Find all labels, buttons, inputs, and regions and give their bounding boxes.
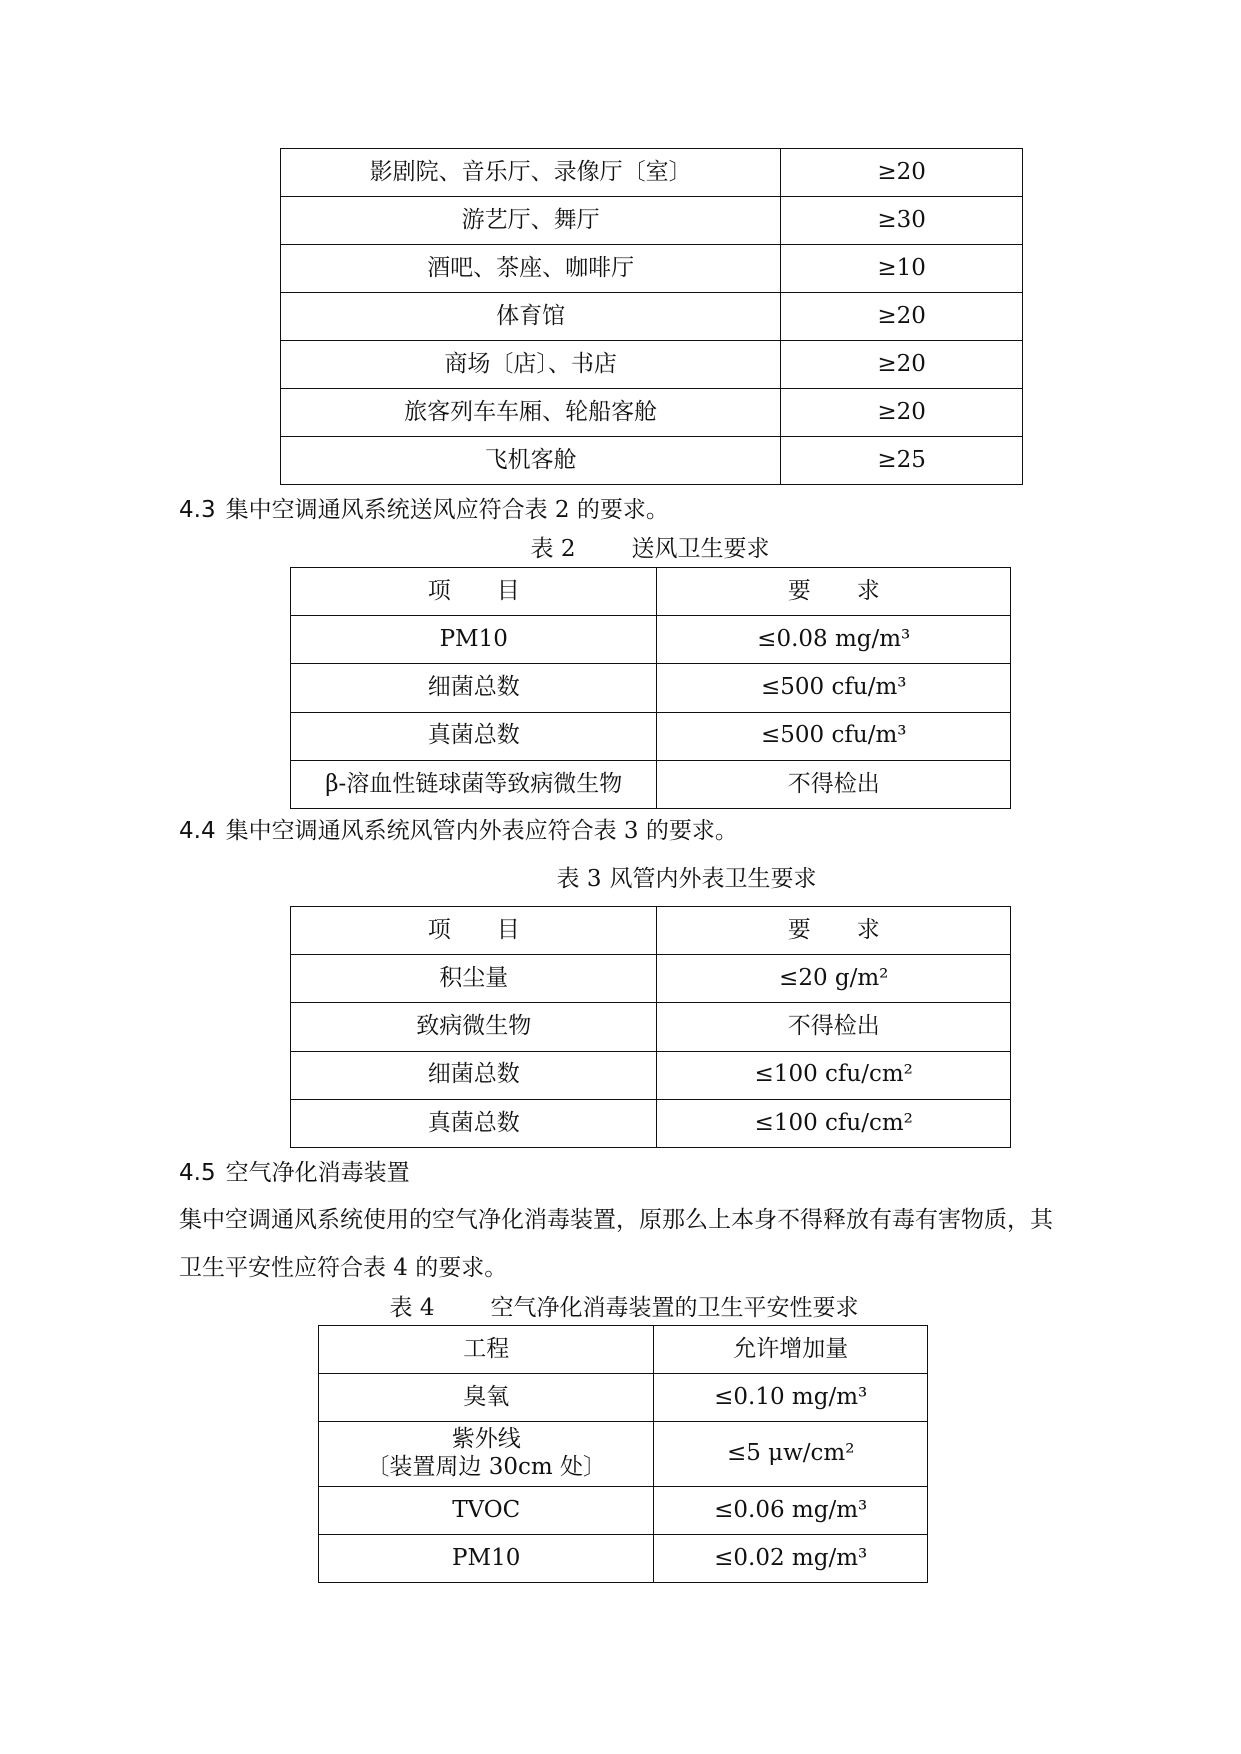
header-item: 工程 bbox=[319, 1326, 654, 1374]
table-cell-item bbox=[319, 1422, 654, 1487]
table-2-caption bbox=[290, 536, 1010, 564]
table-cell-requirement: 不得检出 bbox=[657, 760, 1011, 808]
paragraph-line-2: 卫生平安性应符合表 4 的要求。 bbox=[179, 1255, 508, 1281]
table-cell-requirement: ≤5 μw/cm² bbox=[654, 1422, 928, 1487]
table-cell-item: 积尘量 bbox=[291, 955, 657, 1003]
table-row bbox=[319, 1487, 928, 1535]
section-4-3 bbox=[179, 497, 669, 525]
header-allowed-increase: 允许增加量 bbox=[654, 1326, 928, 1374]
caption-label: 表 3 bbox=[556, 866, 602, 892]
section-text: 集中空调通风系统送风应符合表 2 的要求。 bbox=[225, 497, 669, 523]
table-row bbox=[319, 1535, 928, 1583]
table-cell-value: ≥25 bbox=[781, 437, 1023, 485]
table-3 bbox=[290, 906, 1011, 1148]
table-cell-value: ≥20 bbox=[781, 389, 1023, 437]
table-2 bbox=[290, 567, 1011, 809]
table-cell-value: ≥10 bbox=[781, 245, 1023, 293]
table-row bbox=[281, 389, 1023, 437]
table-cell-value: ≥20 bbox=[781, 341, 1023, 389]
header-requirement: 要 求 bbox=[657, 907, 1011, 955]
table-row bbox=[291, 1051, 1011, 1099]
section-text: 集中空调通风系统风管内外表应符合表 3 的要求。 bbox=[225, 818, 738, 844]
table-cell-place: 影剧院、音乐厅、录像厅〔室〕 bbox=[281, 149, 781, 197]
table-row bbox=[291, 760, 1011, 808]
table-cell-item: 致病微生物 bbox=[291, 1003, 657, 1051]
header-item: 项 目 bbox=[291, 907, 657, 955]
caption-label: 表 4 bbox=[389, 1295, 435, 1321]
table-cell-requirement: ≤100 cfu/cm² bbox=[657, 1099, 1011, 1147]
table-cell-requirement: ≤0.06 mg/m³ bbox=[654, 1487, 928, 1535]
table-4 bbox=[318, 1325, 928, 1583]
table-4-caption bbox=[318, 1295, 930, 1323]
table-cell-value: ≥30 bbox=[781, 197, 1023, 245]
table-cell-place: 飞机客舱 bbox=[281, 437, 781, 485]
table-row bbox=[291, 712, 1011, 760]
table-row bbox=[281, 197, 1023, 245]
caption-title: 送风卫生要求 bbox=[631, 536, 770, 562]
section-4-5 bbox=[179, 1160, 410, 1188]
table-cell-item: 真菌总数 bbox=[291, 712, 657, 760]
table-cell-item: β-溶血性链球菌等致病微生物 bbox=[291, 760, 657, 808]
caption-title: 空气净化消毒装置的卫生平安性要求 bbox=[490, 1295, 859, 1321]
table-cell-requirement: ≤0.02 mg/m³ bbox=[654, 1535, 928, 1583]
table-cell-place: 商场〔店〕、书店 bbox=[281, 341, 781, 389]
table-row bbox=[319, 1374, 928, 1422]
section-number: 4.3 bbox=[179, 497, 216, 523]
table-1 bbox=[280, 148, 1023, 485]
table-cell-item: 细菌总数 bbox=[291, 1051, 657, 1099]
table-cell-item: 真菌总数 bbox=[291, 1099, 657, 1147]
item-line-2: 〔装置周边 30cm 处〕 bbox=[366, 1454, 606, 1480]
header-requirement: 要 求 bbox=[657, 568, 1011, 616]
table-cell-requirement: ≤500 cfu/m³ bbox=[657, 712, 1011, 760]
table-cell-value: ≥20 bbox=[781, 149, 1023, 197]
table-header-row bbox=[319, 1326, 928, 1374]
table-row bbox=[291, 616, 1011, 664]
table-cell-item: PM10 bbox=[291, 616, 657, 664]
section-number: 4.5 bbox=[179, 1160, 216, 1186]
table-cell-requirement: ≤20 g/m² bbox=[657, 955, 1011, 1003]
caption-title: 风管内外表卫生要求 bbox=[609, 866, 817, 892]
table-header-row bbox=[291, 568, 1011, 616]
section-number: 4.4 bbox=[179, 818, 216, 844]
table-cell-requirement: ≤500 cfu/m³ bbox=[657, 664, 1011, 712]
table-cell-item: 细菌总数 bbox=[291, 664, 657, 712]
table-cell-item: 臭氧 bbox=[319, 1374, 654, 1422]
header-item: 项 目 bbox=[291, 568, 657, 616]
table-header-row bbox=[291, 907, 1011, 955]
item-line-1: 紫外线 bbox=[451, 1426, 521, 1453]
table-3-caption bbox=[290, 866, 1083, 894]
caption-label: 表 2 bbox=[530, 536, 576, 562]
table-cell-item: TVOC bbox=[319, 1487, 654, 1535]
table-row bbox=[291, 664, 1011, 712]
table-row bbox=[281, 245, 1023, 293]
table-row bbox=[281, 293, 1023, 341]
section-title: 空气净化消毒装置 bbox=[225, 1160, 410, 1186]
table-row bbox=[281, 437, 1023, 485]
table-row bbox=[281, 149, 1023, 197]
table-cell-requirement: ≤0.08 mg/m³ bbox=[657, 616, 1011, 664]
paragraph-line-1: 集中空调通风系统使用的空气净化消毒装置，原那么上本身不得释放有毒有害物质，其 bbox=[179, 1207, 1053, 1233]
table-cell-value: ≥20 bbox=[781, 293, 1023, 341]
table-row bbox=[319, 1422, 928, 1487]
table-cell-place: 游艺厅、舞厅 bbox=[281, 197, 781, 245]
table-cell-item: PM10 bbox=[319, 1535, 654, 1583]
section-4-4 bbox=[179, 818, 738, 846]
table-cell-place: 体育馆 bbox=[281, 293, 781, 341]
table-cell-requirement: ≤0.10 mg/m³ bbox=[654, 1374, 928, 1422]
table-row bbox=[291, 1099, 1011, 1147]
table-row bbox=[291, 1003, 1011, 1051]
table-cell-place: 酒吧、茶座、咖啡厅 bbox=[281, 245, 781, 293]
table-row bbox=[281, 341, 1023, 389]
table-cell-place: 旅客列车车厢、轮船客舱 bbox=[281, 389, 781, 437]
table-cell-requirement: ≤100 cfu/cm² bbox=[657, 1051, 1011, 1099]
table-cell-requirement: 不得检出 bbox=[657, 1003, 1011, 1051]
table-row bbox=[291, 955, 1011, 1003]
